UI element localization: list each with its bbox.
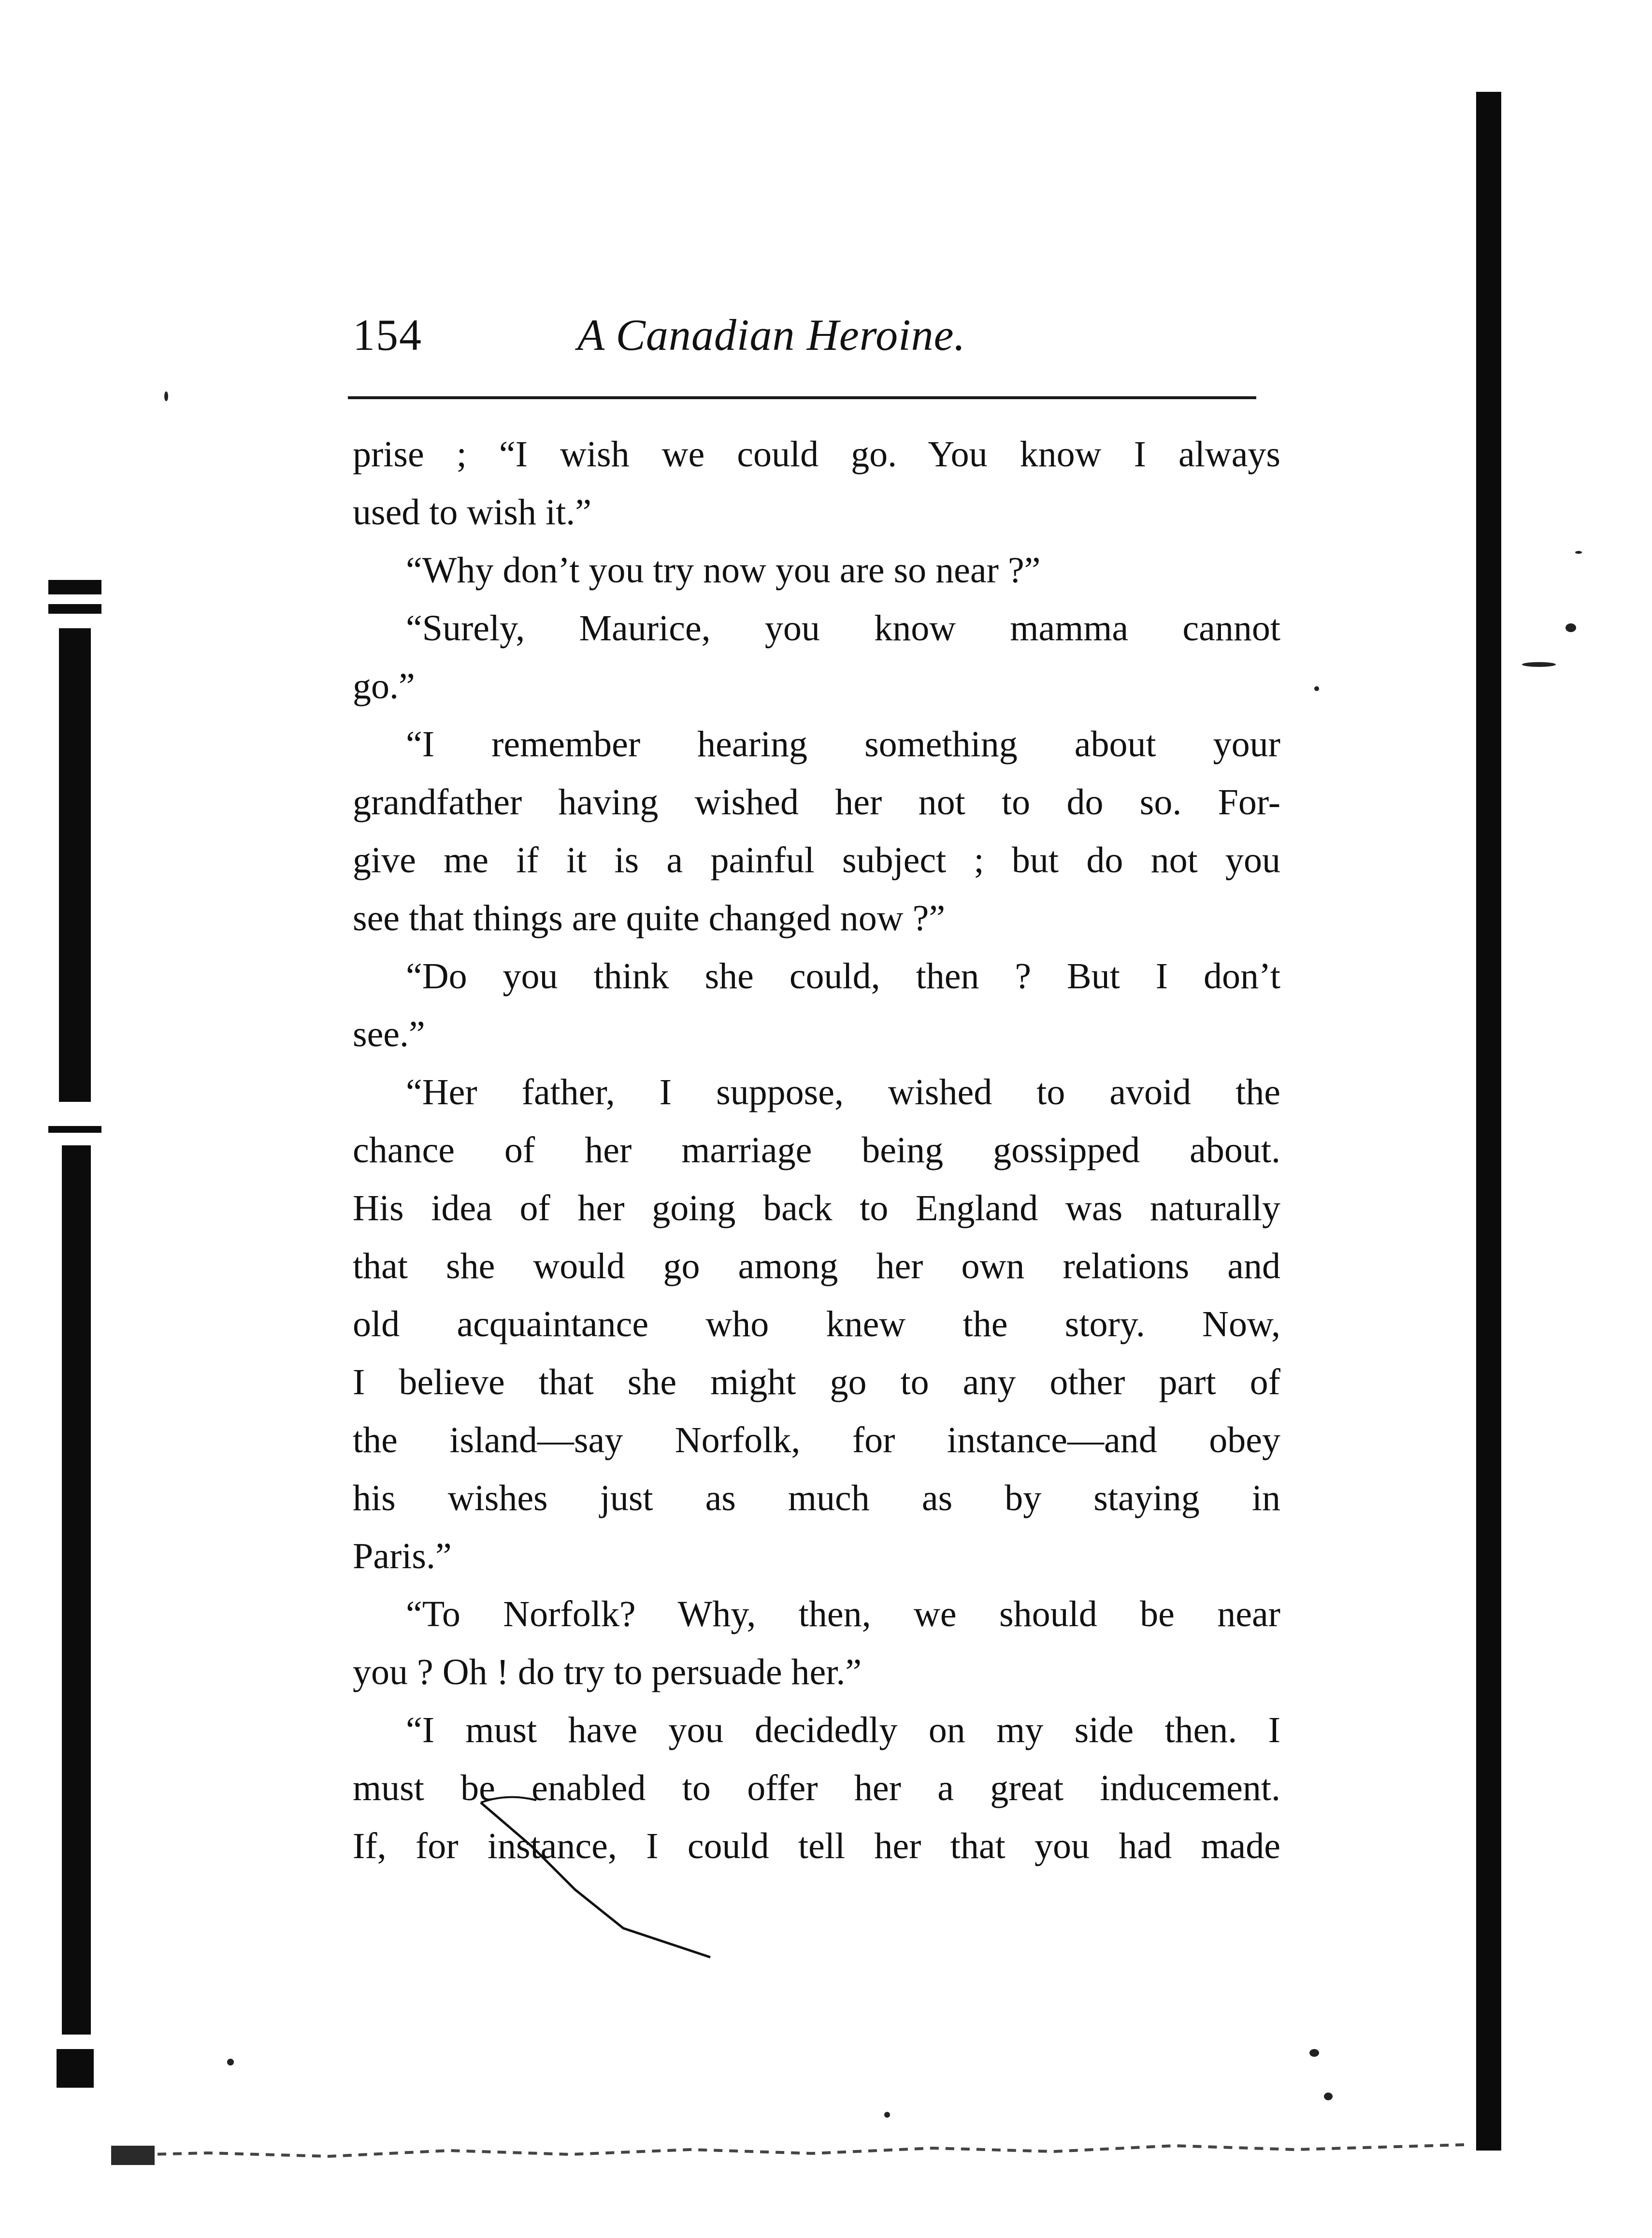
text-line: grandfather having wished her not to do so. For- [353, 782, 1280, 823]
text-line: the island—say Norfolk, for instance—and obey [353, 1420, 1280, 1460]
scan-speck [1575, 551, 1582, 554]
binding-mark [62, 1145, 91, 2035]
text-line: “I remember hearing something about your [406, 724, 1280, 765]
scan-speck [1309, 2049, 1319, 2057]
page-edge-shadow [1476, 92, 1501, 2151]
text-line: prise ; “I wish we could go. You know I always [353, 434, 1280, 475]
page-header [353, 300, 1256, 382]
text-line: that she would go among her own relations and [353, 1246, 1280, 1286]
scan-speck [884, 2112, 890, 2118]
text-line: see that things are quite changed now ?” [353, 898, 946, 939]
binding-mark [48, 604, 101, 614]
text-line: Paris.” [353, 1536, 452, 1576]
pen-scratch-mark [478, 1788, 720, 1962]
binding-edge [48, 580, 101, 2088]
scan-speck [1314, 686, 1319, 691]
scan-speck [227, 2059, 234, 2065]
binding-mark [48, 1126, 101, 1133]
text-line: his wishes just as much as by staying in [353, 1478, 1280, 1518]
text-line: old acquaintance who knew the story. Now, [353, 1304, 1280, 1344]
text-line: chance of her marriage being gossipped about. [353, 1130, 1280, 1170]
text-line: His idea of her going back to England was naturally [353, 1188, 1280, 1228]
text-line: “I must have you decidedly on my side then. I [406, 1710, 1280, 1750]
text-line: “Do you think she could, then ? But I don’t [406, 956, 1280, 996]
text-line: you ? Oh ! do try to persuade her.” [353, 1652, 862, 1692]
text-line: “To Norfolk? Why, then, we should be near [406, 1594, 1280, 1634]
text-line: used to wish it.” [353, 492, 591, 533]
text-line: go.” [353, 666, 415, 707]
binding-mark [59, 628, 91, 1102]
scan-speck [164, 391, 168, 401]
page-number: 154 [353, 310, 422, 360]
scan-smudge-strip [111, 2126, 1464, 2170]
text-line: “Surely, Maurice, you know mamma cannot [406, 608, 1280, 649]
scan-speck [1566, 623, 1576, 632]
text-line: see.” [353, 1014, 425, 1054]
text-line: If, for instance, I could tell her that you had made [353, 1826, 1280, 1866]
binding-mark [57, 2049, 94, 2088]
text-line: “Her father, I suppose, wished to avoid the [406, 1072, 1280, 1112]
text-line: must be enabled to offer her a great inducement. [353, 1768, 1280, 1808]
scan-speck [1324, 2093, 1333, 2100]
scan-speck [1522, 662, 1556, 667]
header-rule [348, 396, 1256, 399]
text-line: I believe that she might go to any other part of [353, 1362, 1280, 1402]
running-title: A Canadian Heroine. [577, 310, 966, 360]
binding-mark [48, 580, 101, 594]
text-line: give me if it is a painful subject ; but do not you [353, 840, 1280, 881]
text-line: “Why don’t you try now you are so near ?” [406, 550, 1041, 591]
